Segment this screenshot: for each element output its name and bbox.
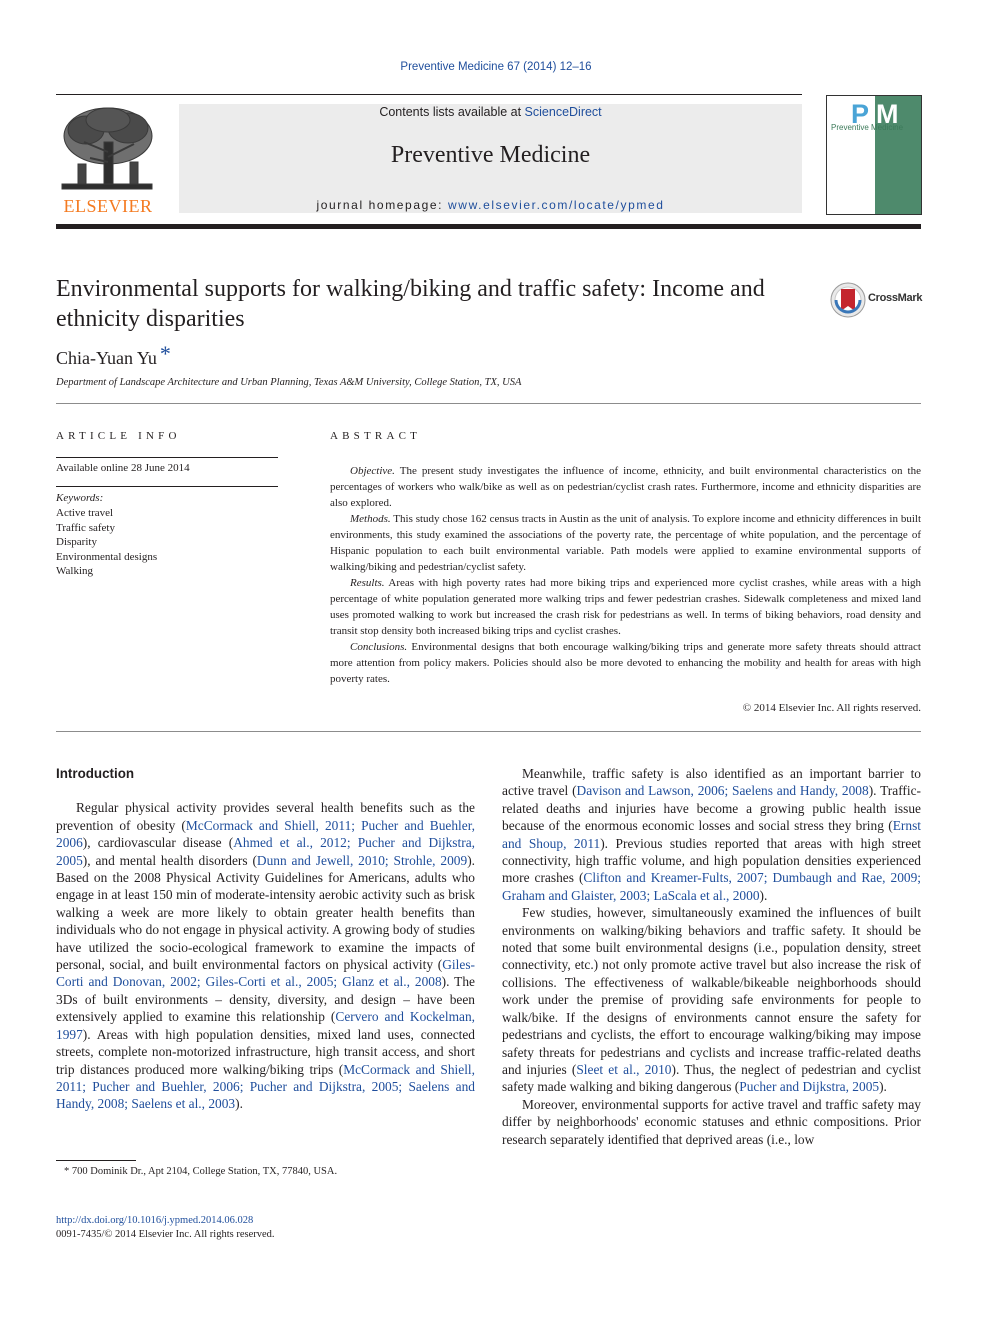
abstract-divider	[56, 731, 921, 732]
homepage-prefix: journal homepage:	[316, 198, 449, 212]
cover-journal-name: Preventive Medicine	[831, 123, 904, 132]
methods-label: Methods.	[350, 513, 391, 525]
keyword: Disparity	[56, 536, 97, 548]
body-text: ). Areas with high population densities, mixed land uses, connected streets, complete non-motorized infrastructure, high transit access, and short trip distances produced more walking/biking trips (	[56, 1026, 475, 1077]
cover-letter-p: P	[851, 99, 870, 129]
body-text: Meanwhile, traffic safety is also identified as an important barrier to active travel (	[502, 766, 921, 799]
homepage-link[interactable]: www.elsevier.com/locate/ypmed	[448, 198, 665, 212]
keyword: Active travel	[56, 507, 114, 519]
citation-link[interactable]: Clifton and Kreamer-Fults, 2007; Dumbaugh and Rae, 2009; Graham and Glaister, 2003; LaScala et al., 2000	[502, 870, 921, 903]
body-text: ), cardiovascular disease (	[82, 835, 234, 851]
masthead-thick-rule	[56, 224, 921, 229]
elsevier-wordmark: ELSEVIER	[63, 196, 153, 216]
results-label: Results.	[350, 577, 385, 589]
title-divider	[56, 403, 921, 404]
abstract-heading: ABSTRACT	[330, 430, 422, 442]
citation-link[interactable]: Dunn and Jewell, 2010; Strohle, 2009	[256, 852, 468, 868]
abstract-body	[330, 463, 921, 687]
available-online-date: Available online 28 June 2014	[56, 462, 190, 474]
keywords-list	[56, 506, 157, 579]
body-paragraph-2	[502, 765, 921, 904]
citation-link[interactable]: Giles-Corti and Donovan, 2002; Giles-Corti et al., 2005; Glanz et al., 2008	[56, 957, 475, 990]
citation-link[interactable]: McCormack and Shiell, 2011; Pucher and Buehler, 2006; Pucher and Dijkstra, 2005; Saelens and Handy, 2008; Saelens et al., 2003	[56, 1061, 475, 1112]
body-text: ). Previous studies reported that areas with high street connectivity, high traffic volume, and high population densities experienced more crashes (	[502, 835, 921, 886]
body-text: ). Thus, the neglect of pedestrian and cyclist safety made walking and biking dangerous (	[502, 1061, 922, 1095]
issn-copyright: 0091-7435/© 2014 Elsevier Inc. All rights reserved.	[56, 1229, 275, 1240]
body-text: Moreover, environmental supports for active travel and traffic safety may differ by neighborhoods' economic statuses and ethnic compositions. Prior research separately identified that deprived areas (i.e., low	[502, 1096, 921, 1147]
conclusions-label: Conclusions.	[350, 641, 408, 653]
author-footnote-mark[interactable]: *	[159, 341, 171, 366]
keywords-label: Keywords:	[56, 492, 104, 504]
keyword: Environmental designs	[56, 550, 158, 563]
body-text: ). Based on the 2008 Physical Activity Guidelines for Americans, adults who engage in at least 150 min of moderate-intensity aerobic activity such as brisk walking a week are more likely to obtain greater health benefits than individuals who do not engage in physical activity. A growing body of studies have utilized the socio-ecological framework to examine the impacts of personal, social, and built environmental factors on physical activity (	[56, 852, 475, 973]
author-footnote	[64, 1166, 337, 1177]
body-text: Regular physical activity provides several health benefits such as the prevention of obesity (	[56, 800, 475, 833]
crossmark-icon[interactable]	[830, 282, 866, 318]
author-text: Chia-Yuan Yu	[56, 348, 157, 368]
journal-reference[interactable]: Preventive Medicine 67 (2014) 12–16	[400, 61, 592, 73]
abstract-copyright: © 2014 Elsevier Inc. All rights reserved.	[742, 702, 921, 714]
article-info-rule-2	[56, 486, 278, 487]
journal-cover-thumbnail[interactable]	[826, 95, 922, 215]
citation-link[interactable]: Ernst and Shoup, 2011	[502, 818, 921, 851]
body-paragraph-3	[502, 904, 921, 1095]
body-paragraph-4	[502, 1096, 921, 1148]
cover-letter-m: M	[876, 99, 899, 129]
citation-link[interactable]: Sleet et al., 2010	[576, 1061, 672, 1077]
journal-title: Preventive Medicine	[390, 142, 591, 168]
intro-paragraph-1	[56, 799, 475, 1112]
contents-prefix: Contents lists available at	[379, 105, 525, 119]
citation-link[interactable]: Davison and Lawson, 2006; Saelens and Handy, 2008	[576, 783, 869, 799]
body-text: ).	[759, 887, 768, 903]
abstract-objective	[330, 463, 921, 511]
methods-text: This study chose 162 census tracts in Austin as the unit of analysis. To explore income and ethnicity differences in built environments, this study examined the associations of the poverty rate, the percentage of white population, and the percentage of Hispanic population to each built environmental variable. Path models were applied to examine environmental supports of walking/biking and pedestrian/cyclist safety.	[330, 513, 921, 573]
citation-link[interactable]: Ahmed et al., 2012; Pucher and Dijkstra, 2005	[56, 835, 475, 868]
author-affiliation: Department of Landscape Architecture and Urban Planning, Texas A&M University, College Station, TX, USA	[56, 377, 522, 388]
citation-link[interactable]: Pucher and Dijkstra, 2005	[739, 1079, 880, 1095]
abstract-methods	[330, 511, 921, 575]
body-right-column	[502, 765, 921, 1148]
author-name	[56, 341, 171, 370]
footnote-text: 700 Dominik Dr., Apt 2104, College Station, TX, 77840, USA.	[69, 1166, 338, 1177]
body-left-column	[56, 765, 475, 1113]
article-info-rule-1	[56, 457, 278, 458]
body-text: ).	[879, 1079, 887, 1095]
body-text: Few studies, however, simultaneously examined the influences of built environments on walking/biking behaviors and traffic safety. It should be noted that some built environmental designs (i.e., population density, street connectivity, etc.) not only promote active travel but also increase the risk of collisions. The effectiveness of walkable/bikeable neighborhoods should work under the premise of providing safe environments for people to walk/bike. If the designs of environments cannot ensure the safety for pedestrians and cyclists, the effort to encourage walking/biking may impose safety threats for pedestrians and cyclists and increase traffic-related deaths and injuries (	[502, 905, 921, 1077]
abstract-results	[330, 575, 921, 639]
introduction-heading: Introduction	[56, 766, 135, 781]
doi-link[interactable]: http://dx.doi.org/10.1016/j.ypmed.2014.06.028	[56, 1215, 254, 1226]
citation-link[interactable]: McCormack and Shiell, 2011; Pucher and Buehler, 2006	[56, 817, 475, 851]
footnote-rule	[56, 1160, 136, 1161]
keyword: Walking	[56, 565, 93, 577]
article-info-heading: ARTICLE INFO	[56, 430, 181, 442]
keyword: Traffic safety	[56, 521, 115, 534]
footnote-mark: *	[64, 1166, 70, 1177]
body-text: ). Traffic-related deaths and injuries have become a growing public health issue because of the enormous economic losses and social stress they bring (	[502, 783, 921, 834]
crossmark-label[interactable]: CrossMark	[868, 292, 923, 304]
sciencedirect-link[interactable]: ScienceDirect	[524, 105, 602, 119]
header-rule	[56, 94, 802, 95]
body-text: ).	[235, 1096, 243, 1112]
contents-line	[179, 105, 802, 119]
objective-label: Objective.	[350, 465, 395, 477]
article-title: Environmental supports for walking/biking and traffic safety: Income and ethnicity disparities	[56, 276, 765, 332]
results-text: Areas with high poverty rates had more biking trips and experienced more cyclist crashes, while areas with a high percentage of white population generated more walking trips and fewer pedestrian crashes. Sidewalk completeness and mixed land uses promoted walking to work but increased the crash risk for pedestrians as well. In terms of biking behaviors, road density and transit stop density both increased biking trips and cyclist crashes.	[330, 577, 921, 637]
conclusions-text: Environmental designs that both encourage walking/biking trips and generate more safety threats should attract more attention from policy makers. Policies should also be more devoted to enhancing the mobility and health for areas with high poverty rates.	[330, 641, 921, 685]
body-text: ), and mental health disorders (	[82, 852, 257, 868]
abstract-conclusions	[330, 639, 921, 687]
objective-text: The present study investigates the influence of income, ethnicity, and built environmental characteristics on the percentages of workers who walk/bike as well as on pedestrian/cyclist crash rates. Furthermore, income and ethnicity disparities are also explored.	[330, 465, 921, 509]
citation-link[interactable]: Cervero and Kockelman, 1997	[56, 1009, 475, 1042]
body-text: ). The 3Ds of built environments – density, diversity, and design – have been extensively applied to examine this relationship (	[56, 974, 475, 1025]
journal-homepage	[179, 198, 802, 212]
